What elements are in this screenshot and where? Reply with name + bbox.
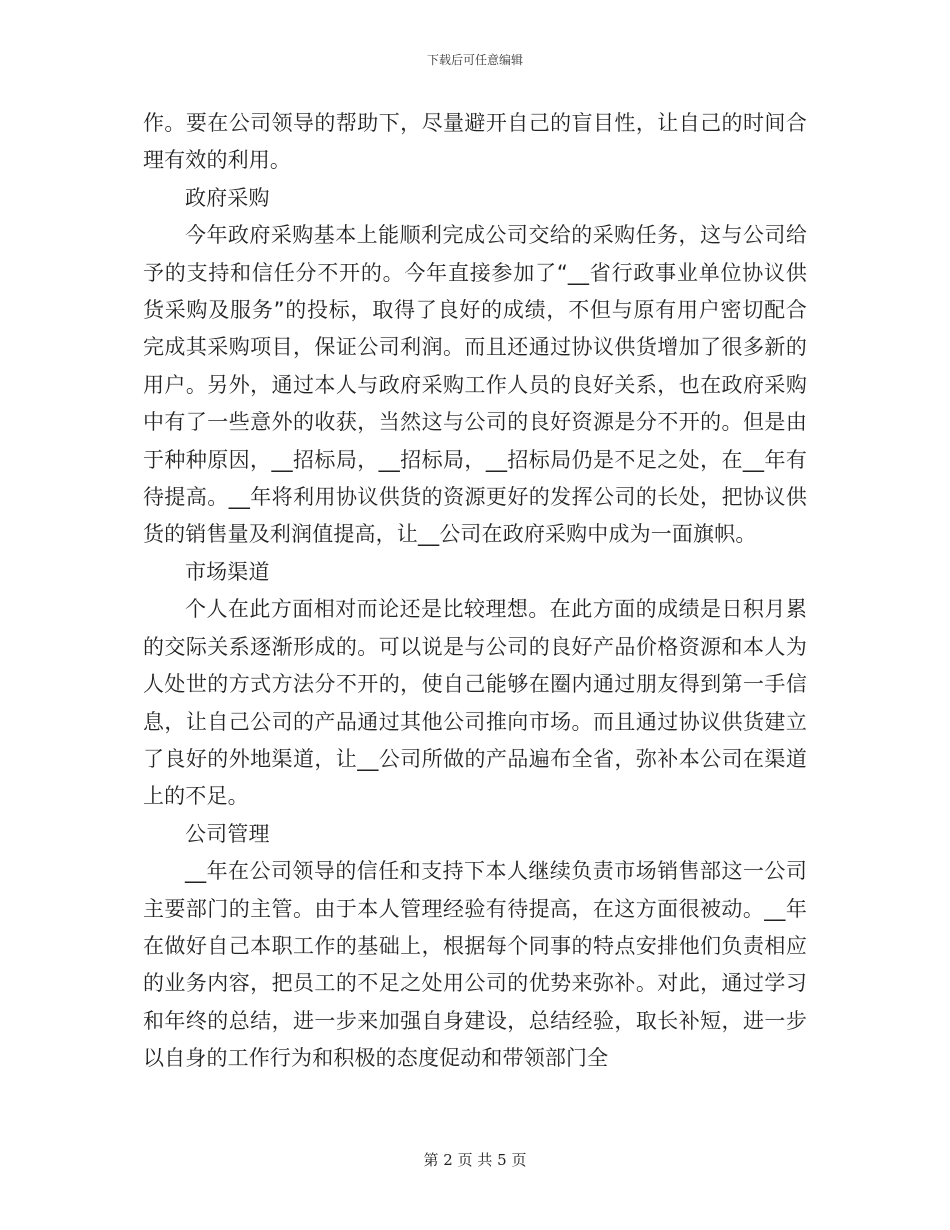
page-number-footer: 第 2 页 共 5 页 [423, 1151, 527, 1169]
paragraph-government-procurement: 今年政府采购基本上能顺利完成公司交给的采购任务，这与公司给予的支持和信任分不开的。今年直接参加了“__省行政事业单位协议供货采购及服务”的投标，取得了良好的成绩，不但与原有用户密切配合完成其采购项目，保证公司利润。而且还通过协议供货增加了很多新的用户。另外，通过本人与政府采购工作人员的良好关系，也在政府采购中有了一些意外的收获，当然这与公司的良好资源是分不开的。但是由于种种原因，__招标局，__招标局，__招标局仍是不足之处，在__年有待提高。__年将利用协议供货的资源更好的发挥公司的长处，把协议供货的销售量及利润值提高，让__公司在政府采购中成为一面旗帜。 [143, 223, 807, 547]
paragraph-company-management: __年在公司领导的信任和支持下本人继续负责市场销售部这一公司主要部门的主管。由于本人管理经验有待提高，在这方面很被动。__年在做好自己本职工作的基础上，根据每个同事的特点安排他们负责相应的业务内容，把员工的不足之处用公司的优势来弥补。对此，通过学习和年终的总结，进一步来加强自身建设，总结经验，取长补短，进一步以自身的工作行为和积极的态度促动和带领部门全 [143, 859, 807, 1071]
paragraph-continuation: 作。要在公司领导的帮助下，尽量避开自己的盲目性，让自己的时间合理有效的利用。 [143, 111, 807, 173]
section-heading-government-procurement: 政府采购 [185, 185, 270, 210]
paragraph-market-channels: 个人在此方面相对而论还是比较理想。在此方面的成绩是日积月累的交际关系逐渐形成的。可以说是与公司的良好产品价格资源和本人为人处世的方式方法分不开的，使自己能够在圈内通过朋友得到第一手信息，让自己公司的产品通过其他公司推向市场。而且通过协议供货建立了良好的外地渠道，让__公司所做的产品遍布全省，弥补本公司在渠道上的不足。 [143, 597, 807, 809]
section-heading-market-channels: 市场渠道 [185, 559, 270, 584]
page-header-note: 下载后可任意编辑 [426, 53, 523, 67]
document-body [143, 105, 807, 1078]
section-heading-company-management: 公司管理 [185, 821, 270, 846]
